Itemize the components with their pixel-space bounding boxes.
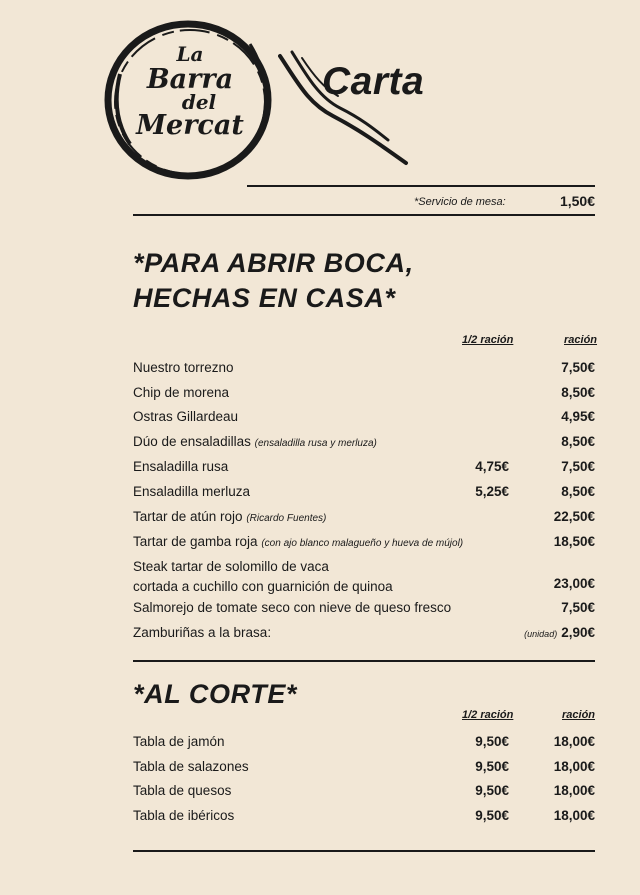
item-price: 4,95€ [561,409,595,424]
logo-line-4: Mercat [136,110,244,141]
divider [133,214,595,216]
item-note: (Ricardo Fuentes) [246,513,327,524]
portion-header: ración [562,709,596,721]
item-name: Tabla de salazones [133,759,249,774]
item-name: Tartar de gamba roja [133,534,258,549]
menu-item [133,385,595,409]
item-price: 18,00€ [553,808,595,823]
item-price: 22,50€ [553,509,595,524]
menu-item [133,434,595,458]
item-name: Tartar de atún rojo [133,509,243,524]
restaurant-logo [100,14,280,189]
item-price: 7,50€ [561,600,595,615]
item-price: 8,50€ [561,385,595,400]
section-title: HECHAS EN CASA* [133,283,396,313]
menu-item [133,459,595,483]
item-unit: (unidad) [524,629,558,639]
item-price: 18,00€ [553,783,595,798]
menu-item [133,808,595,832]
item-name: Salmorejo de tomate seco con nieve de queso fresco [133,600,452,615]
divider [133,850,595,852]
item-name: Tabla de jamón [133,734,225,749]
menu-item [133,625,595,649]
item-price: 18,50€ [553,534,595,549]
divider [133,660,595,662]
item-name: Nuestro torrezno [133,360,234,375]
menu-item [133,409,595,433]
item-half-price: 4,75€ [475,459,509,474]
item-price: 18,00€ [553,734,595,749]
menu-item [133,734,595,758]
item-name: Ensaladilla merluza [133,484,251,499]
menu-item [133,509,595,533]
half-portion-header: 1/2 ración [462,709,514,721]
menu-item [133,534,595,558]
item-name: Ostras Gillardeau [133,409,239,424]
item-price: 23,00€ [553,576,595,591]
menu-item [133,556,595,600]
item-price: 7,50€ [561,360,595,375]
service-label: *Servicio de mesa: [414,196,506,208]
item-half-price: 9,50€ [475,759,509,774]
item-name: Tabla de ibéricos [133,808,235,823]
menu-item [133,360,595,384]
portion-header: ración [564,334,598,346]
logo-line-1: La [176,42,204,66]
half-portion-header: 1/2 ración [462,334,514,346]
logo-line-3: del [181,90,217,114]
item-price: 7,50€ [561,459,595,474]
item-half-price: 5,25€ [475,484,509,499]
divider [247,185,595,187]
item-price: 18,00€ [553,759,595,774]
item-price: 8,50€ [561,434,595,449]
item-price: 8,50€ [561,484,595,499]
menu-item [133,600,595,624]
menu-item [133,759,595,783]
service-price: 1,50€ [559,193,595,209]
item-half-price: 9,50€ [475,734,509,749]
section-title: *PARA ABRIR BOCA, [133,248,414,278]
item-note: (ensaladilla rusa y merluza) [254,438,377,449]
item-note: (con ajo blanco malagueño y hueva de mújol) [261,538,464,549]
item-price: 2,90€ [561,625,595,640]
item-name: Chip de morena [133,385,230,400]
item-half-price: 9,50€ [475,783,509,798]
item-name: Steak tartar de solomillo de vaca [133,559,329,574]
menu-title: Carta [322,60,425,103]
section-title: *AL CORTE* [133,679,298,709]
menu-item [133,783,595,807]
item-half-price: 9,50€ [475,808,509,823]
item-name-line-2: cortada a cuchillo con guarnición de quinoa [133,579,393,594]
menu-item [133,484,595,508]
item-name: Dúo de ensaladillas [133,434,251,449]
item-name: Zamburiñas a la brasa: [133,625,272,640]
logo-line-2: Barra [146,64,234,95]
item-name: Ensaladilla rusa [133,459,229,474]
item-name: Tabla de quesos [133,783,232,798]
